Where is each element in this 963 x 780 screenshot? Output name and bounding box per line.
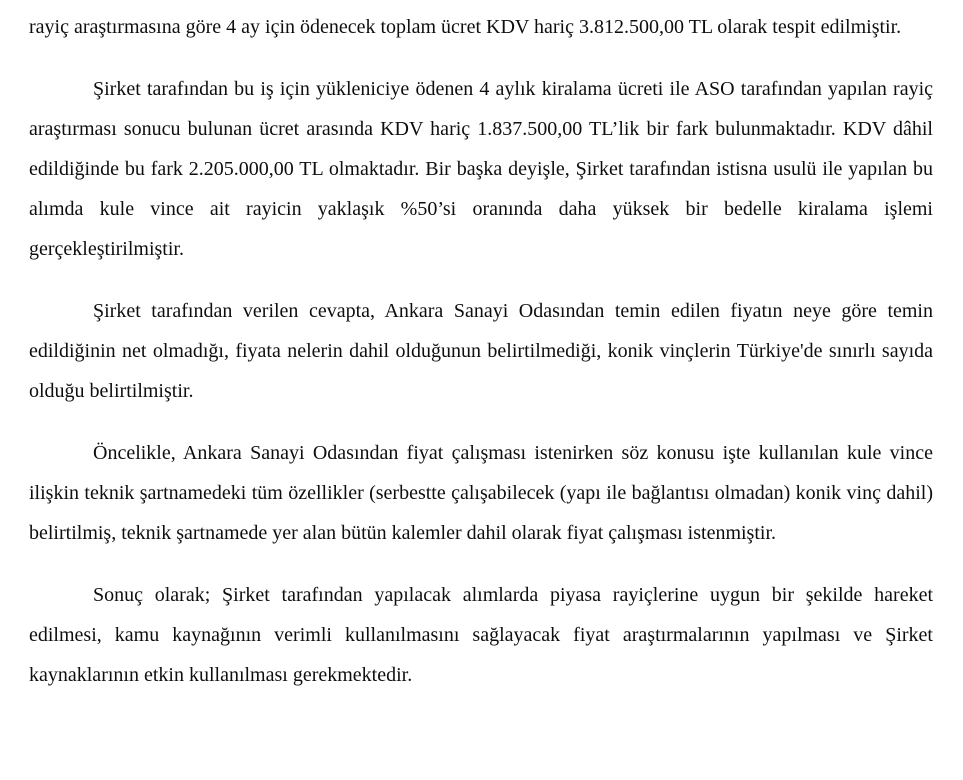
paragraph-sonuc-olarak: Sonuç olarak; Şirket tarafından yapılacak alımlarda piyasa rayiçlerine uygun bir şekilde hareket edilmesi, kamu kaynağının verimli kullanılmasını sağlayacak fiyat araştırmalarının yapılması ve Şirket kaynaklarının etkin kullanılması gerekmektedir. xyxy=(29,584,933,686)
paragraph-sirket-cevabi: Şirket tarafından verilen cevapta, Ankara Sanayi Odasından temin edilen fiyatın neye göre temin edildiğinin net olmadığı, fiyata nelerin dahil olduğunun belirtilmediği, konik vinçlerin Türkiye'de sınırlı sayıda olduğu belirtilmiştir. xyxy=(29,300,933,402)
paragraph-oncelikle-fiyat-calismasi: Öncelikle, Ankara Sanayi Odasından fiyat çalışması istenirken söz konusu işte kullanılan kule vince ilişkin teknik şartnamedeki tüm özellikler (serbestte çalışabilecek (yapı ile bağlantısı olmadan) konik vinç dahil) belirtilmiş, teknik şartnamede yer alan bütün kalemler dahil olarak fiyat çalışması istenmiştir. xyxy=(29,442,933,544)
paragraph-kiralama-ucreti-farki: Şirket tarafından bu iş için yükleniciye ödenen 4 aylık kiralama ücreti ile ASO tarafından yapılan rayiç araştırması sonucu bulunan ücret arasında KDV hariç 1.837.500,00 TL’lik bir fark bulunmaktadır. KDV dâhil edildiğinde bu fark 2.205.000,00 TL olmaktadır. Bir başka deyişle, Şirket tarafından istisna usulü ile yapılan bu alımda kule vince ait rayicin yaklaşık %50’si oranında daha yüksek bir bedelle kiralama işlemi gerçekleştirilmiştir. xyxy=(29,78,933,260)
paragraph-continuation-rayic-arastirmasi: rayiç araştırmasına göre 4 ay için ödenecek toplam ücret KDV hariç 3.812.500,00 TL olarak tespit edilmiştir. xyxy=(29,16,902,38)
